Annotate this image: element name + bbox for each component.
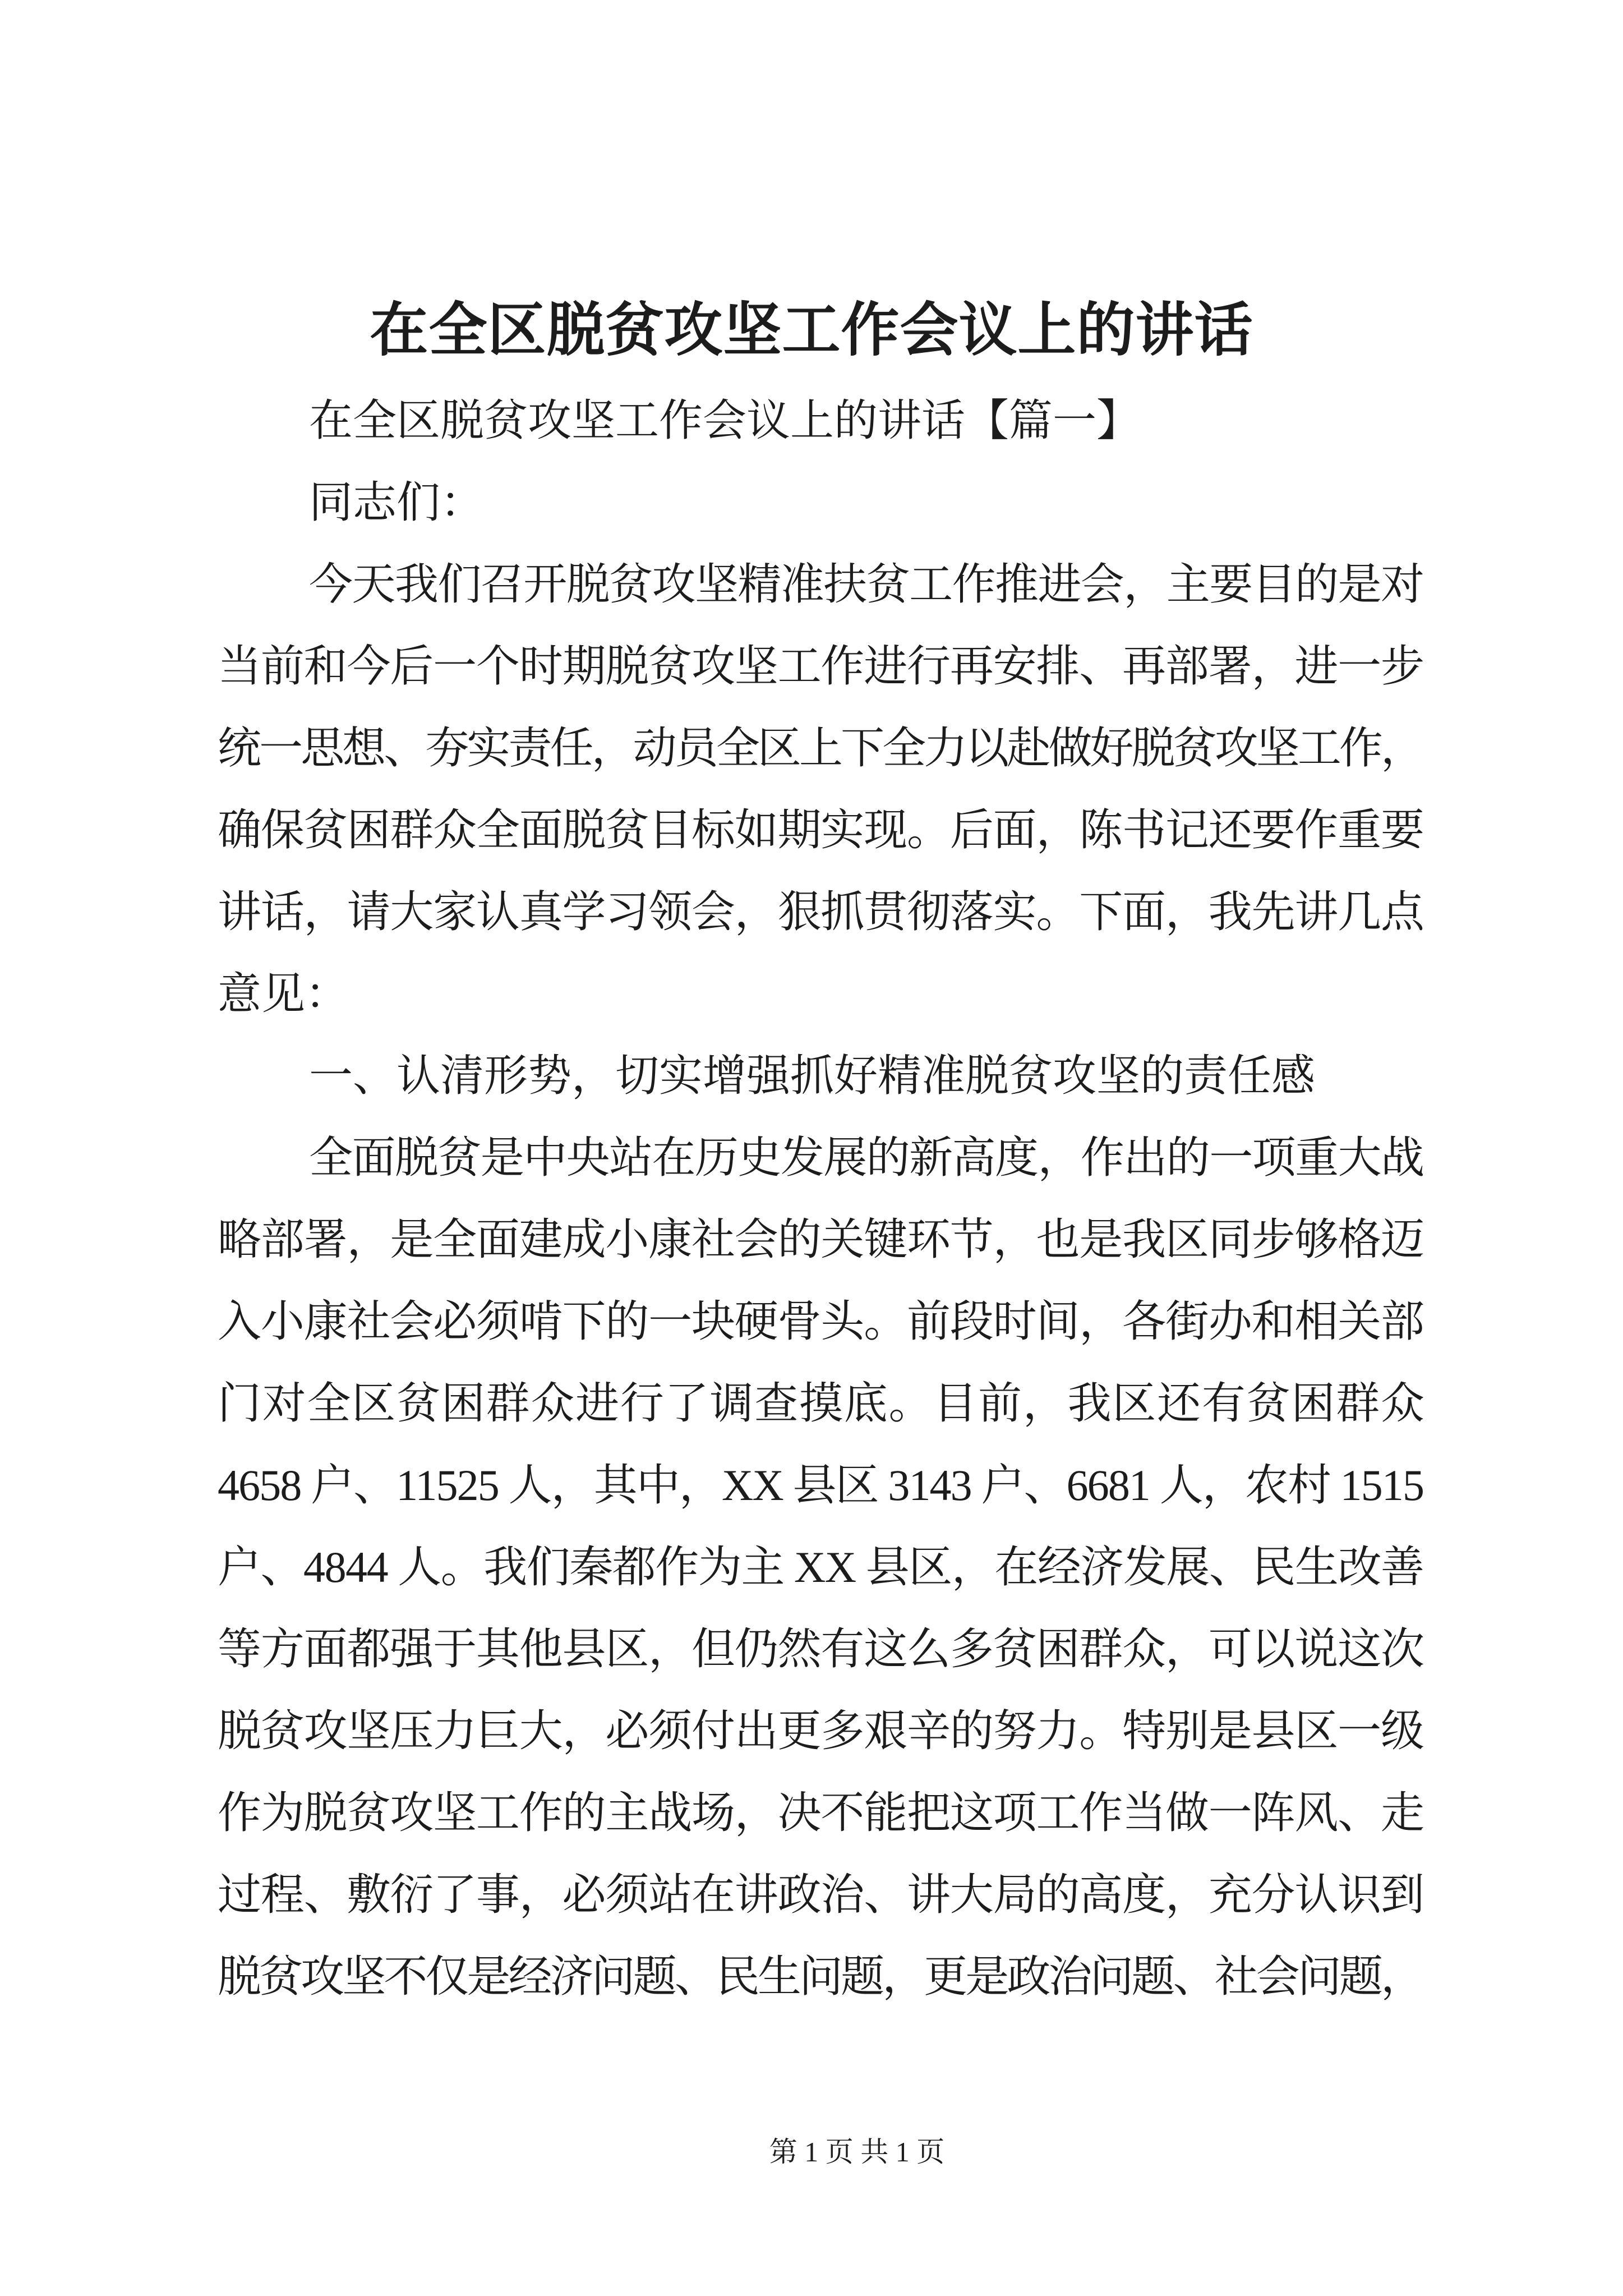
body-line: 过程、敷衍了事，必须站在讲政治、讲大局的高度，充分认识到 [218, 1870, 1424, 1919]
page-number-footer: 第 1 页 共 1 页 [769, 2136, 945, 2168]
body-line: 在全区脱贫攻坚工作会议上的讲话【篇一】 [309, 396, 1141, 445]
body-line: 略部署，是全面建成小康社会的关键环节，也是我区同步够格迈 [218, 1215, 1424, 1264]
body-line: 同志们： [309, 478, 485, 527]
body-line: 等方面都强于其他县区，但仍然有这么多贫困群众，可以说这次 [218, 1625, 1424, 1673]
body-line: 作为脱贫攻坚工作的主战场，决不能把这项工作当做一阵风、走 [218, 1788, 1424, 1837]
body-line: 入小康社会必须啃下的一块硬骨头。前段时间，各街办和相关部 [218, 1297, 1424, 1346]
body-line: 讲话，请大家认真学习领会，狠抓贯彻落实。下面，我先讲几点 [218, 887, 1424, 936]
section-heading-line: 一、认清形势，切实增强抓好精准脱贫攻坚的责任感 [309, 1051, 1316, 1100]
body-line: 当前和今后一个时期脱贫攻坚工作进行再安排、再部署，进一步 [218, 642, 1424, 691]
body-line: 全面脱贫是中央站在历史发展的新高度，作出的一项重大战 [309, 1133, 1424, 1182]
body-line: 4658 户、11525 人，其中，XX 县区 3143 户、6681 人，农村 1515 [218, 1461, 1424, 1510]
body-line: 门对全区贫困群众进行了调查摸底。目前，我区还有贫困群众 [218, 1379, 1426, 1428]
body-line: 统一思想、夯实责任，动员全区上下全力以赴做好脱贫攻坚工作， [218, 724, 1423, 772]
body-line: 脱贫攻坚压力巨大，必须付出更多艰辛的努力。特别是县区一级 [218, 1706, 1424, 1755]
body-line: 确保贫困群众全面脱贫目标如期实现。后面，陈书记还要作重要 [218, 806, 1424, 854]
body-line: 户、4844 人。我们秦都作为主 XX 县区，在经济发展、民生改善 [218, 1543, 1424, 1591]
body-line: 今天我们召开脱贫攻坚精准扶贫工作推进会，主要目的是对 [309, 560, 1424, 609]
document-title: 在全区脱贫攻坚工作会议上的讲话 [370, 298, 1253, 363]
body-line: 意见： [218, 969, 349, 1018]
body-line: 脱贫攻坚不仅是经济问题、民生问题，更是政治问题、社会问题， [218, 1952, 1423, 2001]
